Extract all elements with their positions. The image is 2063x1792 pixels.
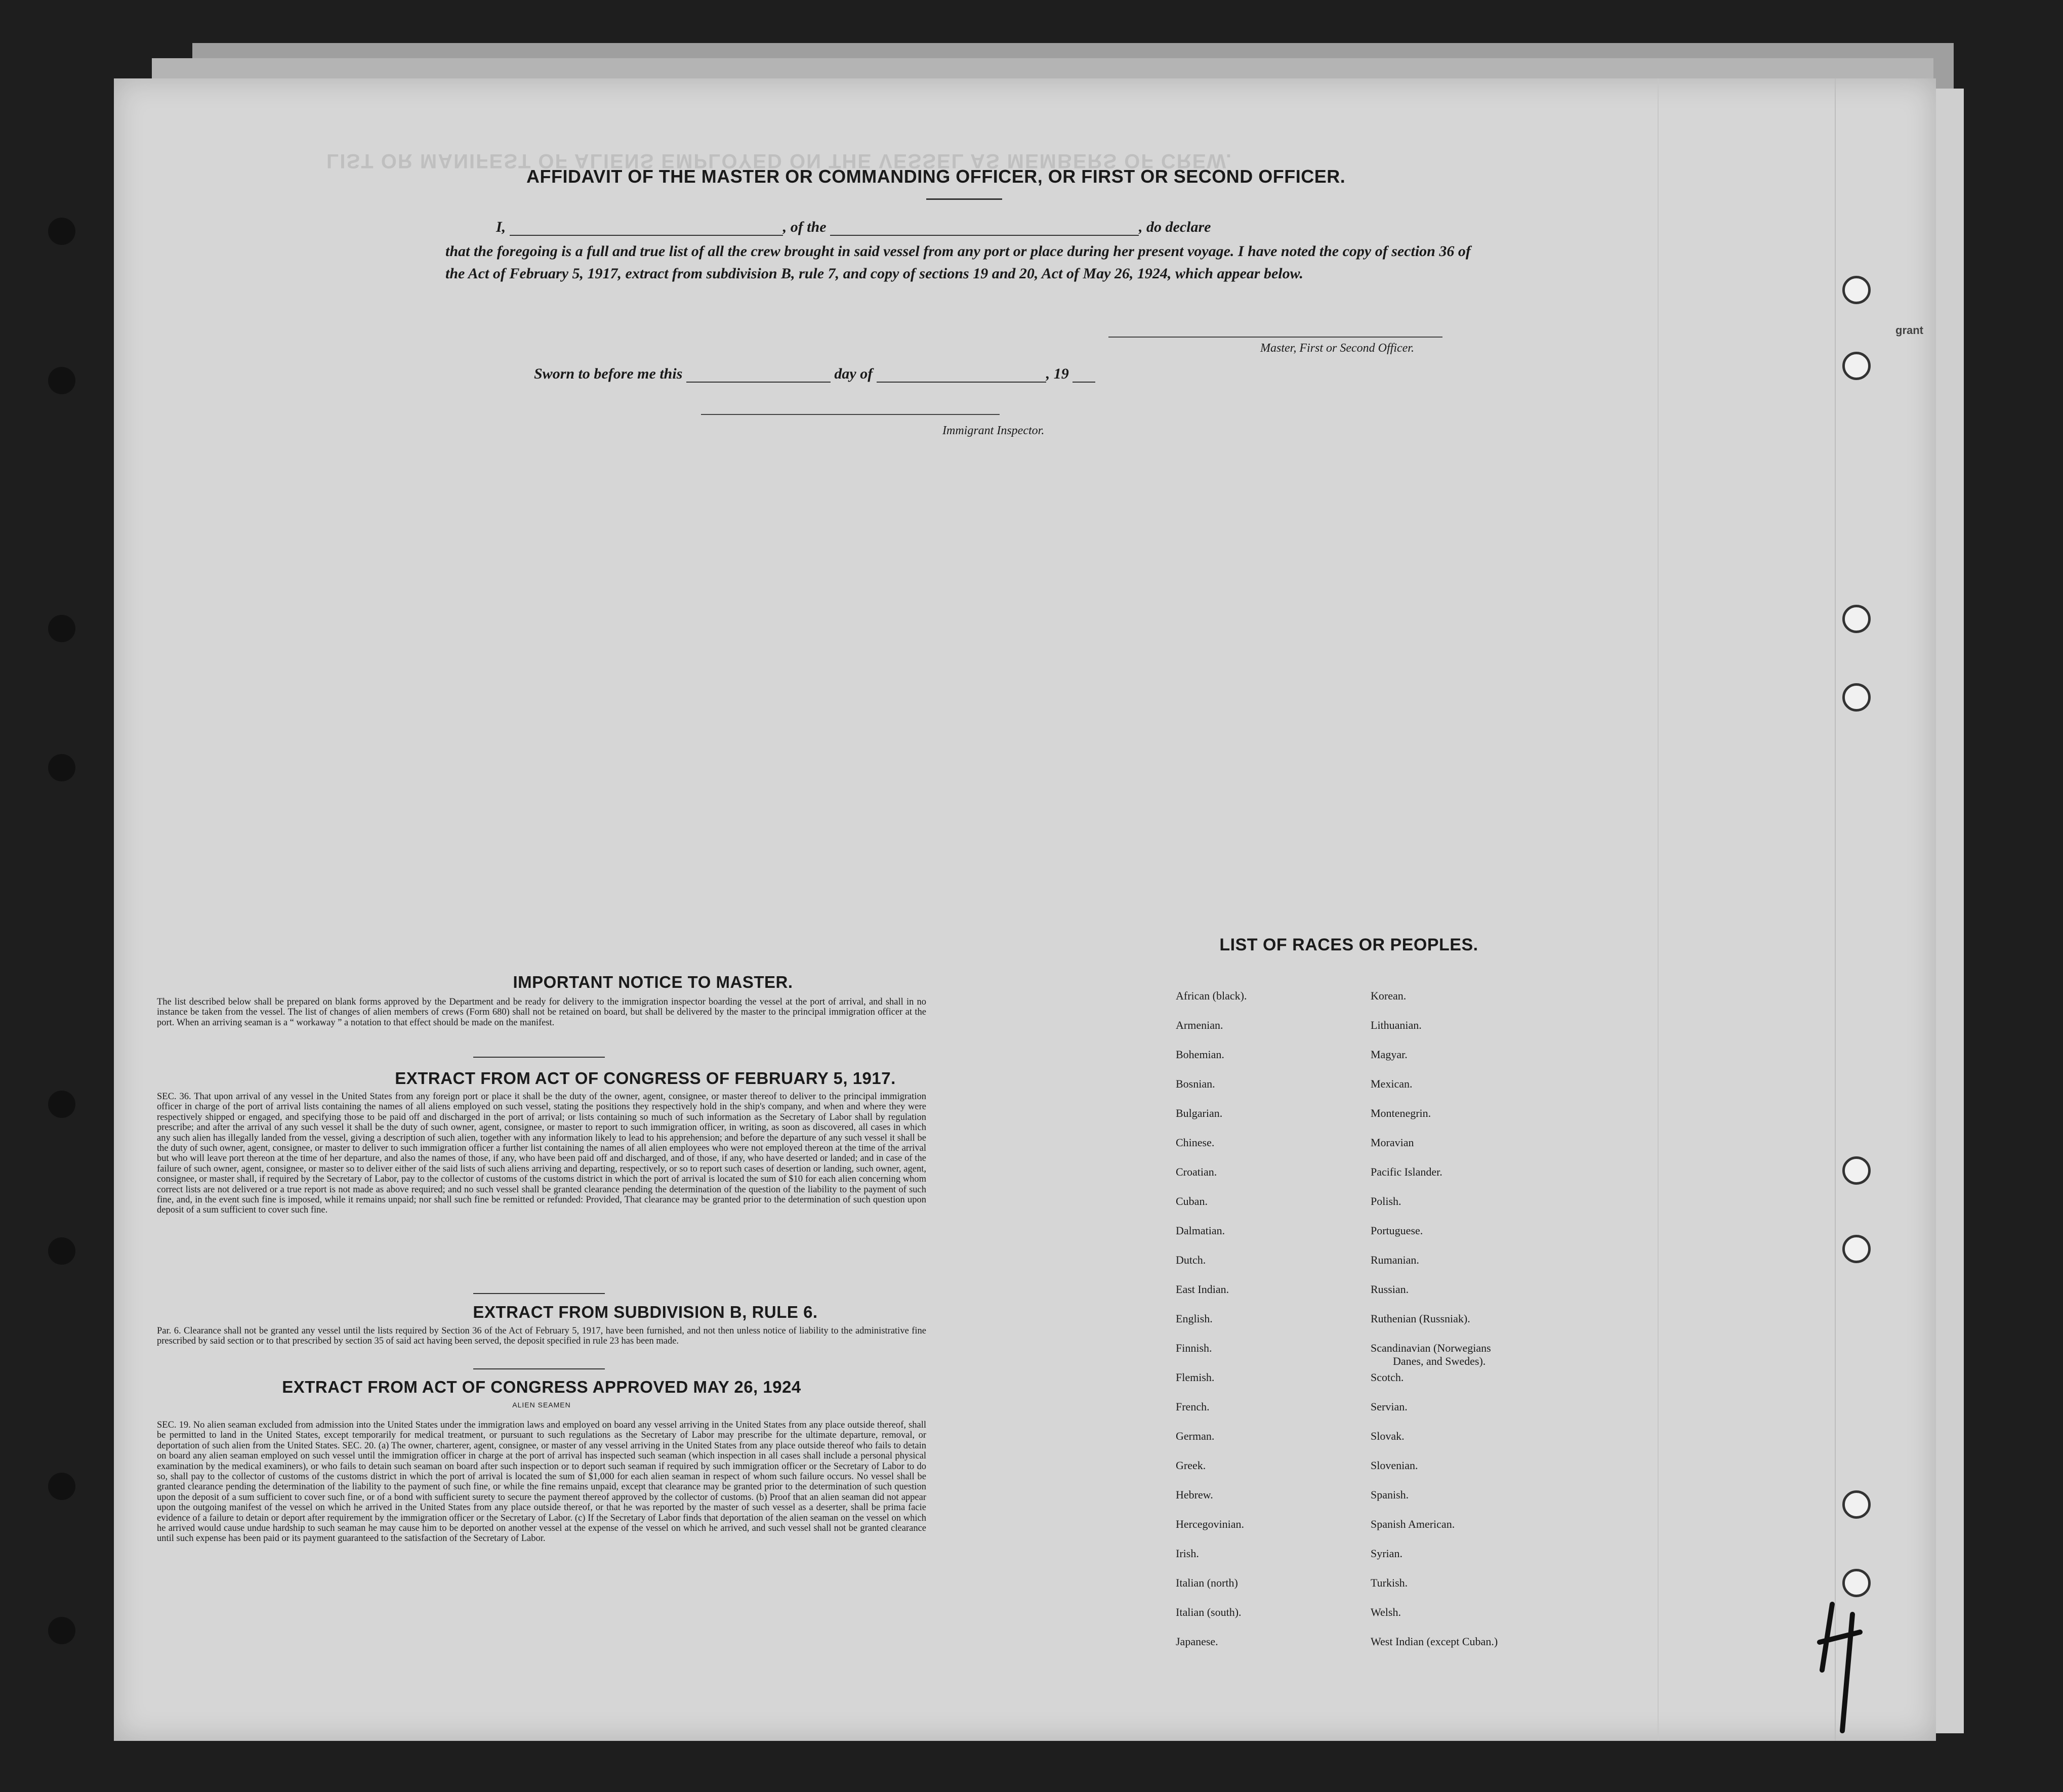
race-item: French. bbox=[1176, 1400, 1210, 1413]
punch-hole bbox=[1842, 1156, 1871, 1185]
race-item: African (black). bbox=[1176, 989, 1247, 1002]
race-item: Dalmatian. bbox=[1176, 1224, 1225, 1237]
race-item: Ruthenian (Russniak). bbox=[1371, 1312, 1470, 1325]
declaration-paragraph: that the foregoing is a full and true list of all the crew brought in said vessel from any port or place during her present voyage. I have noted the copy of section 36 of the Act of February 5, 1917, extract from subdivision B, rule 7, and copy of sections 19 and 20, Act of May 26, 1924, which appear below. bbox=[445, 243, 1471, 282]
binder-hole bbox=[48, 218, 75, 245]
race-item: Bosnian. bbox=[1176, 1077, 1215, 1090]
race-item: Croatian. bbox=[1176, 1165, 1217, 1178]
sworn-line bbox=[534, 365, 1192, 383]
race-item: Moravian bbox=[1371, 1136, 1414, 1149]
race-item: Japanese. bbox=[1176, 1635, 1218, 1648]
race-item: Greek. bbox=[1176, 1459, 1206, 1472]
race-item: Slovenian. bbox=[1371, 1459, 1418, 1472]
declaration-i: I, bbox=[496, 219, 506, 235]
race-item: English. bbox=[1176, 1312, 1213, 1325]
binder-hole bbox=[48, 1617, 75, 1644]
race-item: Turkish. bbox=[1371, 1576, 1408, 1589]
race-item: Italian (north) bbox=[1176, 1576, 1238, 1589]
race-item: Flemish. bbox=[1176, 1371, 1215, 1384]
punch-hole bbox=[1842, 276, 1871, 304]
extract-1924-title: EXTRACT FROM ACT OF CONGRESS APPROVED MAY 26, 1924 bbox=[282, 1378, 801, 1396]
race-item: Mexican. bbox=[1371, 1077, 1413, 1090]
binder-hole bbox=[48, 1091, 75, 1118]
sworn-year-blank[interactable] bbox=[1072, 368, 1095, 383]
race-item: Pacific Islander. bbox=[1371, 1165, 1442, 1178]
race-item: Welsh. bbox=[1371, 1606, 1401, 1618]
races-left-column bbox=[1176, 989, 1343, 1662]
rule-6-title: EXTRACT FROM SUBDIVISION B, RULE 6. bbox=[473, 1303, 818, 1321]
race-item: Italian (south). bbox=[1176, 1606, 1242, 1618]
inspector-signature-line[interactable] bbox=[701, 414, 1000, 415]
master-signature-line[interactable] bbox=[1108, 337, 1442, 338]
title-rule bbox=[926, 198, 1002, 200]
race-item: Chinese. bbox=[1176, 1136, 1215, 1149]
race-item: Russian. bbox=[1371, 1283, 1409, 1296]
race-item: Hercegovinian. bbox=[1176, 1518, 1244, 1530]
notice-title: IMPORTANT NOTICE TO MASTER. bbox=[513, 973, 793, 991]
race-item: Spanish. bbox=[1371, 1488, 1409, 1501]
sworn-label: Sworn to before me this bbox=[534, 365, 683, 382]
race-item: Magyar. bbox=[1371, 1048, 1408, 1061]
races-right-column bbox=[1371, 989, 1583, 1662]
section-divider bbox=[473, 1368, 605, 1369]
race-item: Scotch. bbox=[1371, 1371, 1404, 1384]
race-item: Korean. bbox=[1371, 989, 1407, 1002]
affidavit-title: AFFIDAVIT OF THE MASTER OR COMMANDING OFFICER, OR FIRST OR SECOND OFFICER. bbox=[526, 166, 1346, 187]
binder-hole bbox=[48, 1473, 75, 1500]
extract-1917-text: SEC. 36. That upon arrival of any vessel in the United States from any foreign port or place it shall be the duty of the owner, agent, consignee, or master thereof to deliver to the principal immigration officer in charge of the port of arrival lists containing the names of all aliens employed on such vessel, stating the positions they respectively hold in the ship's company, and when and where they were respectively shipped or engaged, and specifying those to be paid off and discharged in the port of arrival; or lists containing so much of such information as the Secretary of Labor shall by regulation prescribe; and after the arrival of any such vessel it shall be the duty of such owner, agent, consignee, or master to report to such immigration officer, in writing, as soon as discovered, all cases in which any such alien has illegally landed from the vessel, giving a description of such alien, together with any information likely to lead to his apprehension; and before the departure of any such vessel it shall be the duty of such owner, agent, consignee, or master to deliver to such immigration officer a further list containing the names of all alien employees who were not employed thereon at the time of the arrival but who will leave port thereon at the time of her departure, and also the names of those, if any, who have been paid off and discharged, and of those, if any, who have deserted or landed; and in case of the failure of such owner, agent, consignee, or master so to deliver either of the said lists of such aliens arriving and departing, respectively, or so to report such cases of desertion or landing, such owner, agent, consignee, or master shall, if required by the Secretary of Labor, pay to the collector of customs of the customs district in which the port of arrival is located the sum of $10 for each alien concerning whom correct lists are not delivered or a true report is not made as above required; and no such vessel shall be granted clearance pending the determination of the question of the liability to the payment of such fine, and, in the event such fine is imposed, while it remains unpaid; nor shall such fine be remitted or refunded: Provided, That clearance may be granted prior to the determination of such question upon deposit of a sum sufficient to cover such fine. bbox=[157, 1092, 926, 1216]
race-item: Armenian. bbox=[1176, 1019, 1223, 1031]
faint-table-rule bbox=[1658, 78, 1659, 1741]
rule-6-text: Par. 6. Clearance shall not be granted any vessel until the lists required by Section 36 of the Act of February 5, 1917, have been furnished, and not then unless notice of liability to the administrative fine prescribed by said section or to that prescribed by section 35 of said act having been served, the deposit specified in rule 23 has been made. bbox=[157, 1326, 926, 1347]
race-item: Polish. bbox=[1371, 1195, 1401, 1207]
races-title: LIST OF RACES OR PEOPLES. bbox=[1219, 935, 1478, 954]
extract-1924-text: SEC. 19. No alien seaman excluded from admission into the United States under the immigration laws and employed on board any vessel arriving in the United States from any place outside thereof, shall be permitted to land in the United States, except temporarily for medical treatment, or pursuant to such regulations as the Secretary of Labor may prescribe for the ultimate departure, removal, or deportation of such alien from the United States. SEC. 20. (a) The owner, charterer, agent, consignee, or master of any vessel arriving in the United States from any place outside thereof who fails to detain on board any alien seaman employed on such vessel until the immigration officer in charge at the port of arrival has inspected such seaman (which inspection in all cases shall include a personal physical examination by the medical examiners), or who fails to detain such seaman on board after such inspection or to deport such seaman if required by such immigration officer or the Secretary of Labor to do so, shall pay to the collector of customs of the customs district in which the port of arrival is located the sum of $1,000 for each alien seaman in respect of whom such failure occurs. No vessel shall be granted clearance pending the determination of the liability to the payment of such fine, or while the fine remains unpaid, except that clearance may be granted prior to the determination of such question upon the deposit of a sum sufficient to cover such fine, or of a bond with sufficient surety to secure the payment thereof approved by the collector of customs. (b) Proof that an alien seaman did not appear upon the outgoing manifest of the vessel on which he arrived in the United States from any place outside thereof, or that he was reported by the master of such vessel as a deserter, shall be prima facie evidence of a failure to detain or deport after requirement by the immigration officer or the Secretary of Labor. (c) If the Secretary of Labor finds that deportation of the alien seaman on the vessel on which he arrived would cause undue hardship to such seaman he may cause him to be deported on another vessel at the expense of the vessel on which he arrived, and such vessel shall not be granted clearance until such expense has been paid or its payment guaranteed to the satisfaction of the Secretary of Labor. bbox=[157, 1420, 926, 1544]
declaration-line bbox=[496, 219, 1483, 236]
extract-1917-title: EXTRACT FROM ACT OF CONGRESS OF FEBRUARY 5, 1917. bbox=[395, 1069, 896, 1088]
race-item: Syrian. bbox=[1371, 1547, 1402, 1560]
declaration-of-the: , of the bbox=[782, 219, 827, 235]
race-item: Hebrew. bbox=[1176, 1488, 1213, 1501]
race-item: Irish. bbox=[1176, 1547, 1199, 1560]
extract-1924-subtitle: ALIEN SEAMEN bbox=[512, 1401, 571, 1409]
binder-hole bbox=[48, 1237, 75, 1265]
declaration-declare: , do declare bbox=[1139, 219, 1211, 235]
race-item: Spanish American. bbox=[1371, 1518, 1455, 1530]
race-item: Bohemian. bbox=[1176, 1048, 1224, 1061]
race-item: Slovak. bbox=[1371, 1430, 1405, 1442]
punch-hole bbox=[1842, 1235, 1871, 1263]
race-item: Servian. bbox=[1371, 1400, 1408, 1413]
show-through-label: grant bbox=[1895, 324, 1923, 337]
race-item: Montenegrin. bbox=[1371, 1107, 1431, 1119]
race-item: Cuban. bbox=[1176, 1195, 1208, 1207]
race-item: Lithuanian. bbox=[1371, 1019, 1422, 1031]
race-item: East Indian. bbox=[1176, 1283, 1229, 1296]
master-label: Master, First or Second Officer. bbox=[1260, 342, 1414, 355]
race-item: Danes, and Swedes). bbox=[1393, 1355, 1486, 1367]
handwritten-mark bbox=[1812, 1594, 1873, 1736]
race-item: Portuguese. bbox=[1371, 1224, 1423, 1237]
year-label: , 19 bbox=[1046, 365, 1069, 382]
sworn-day-blank[interactable] bbox=[686, 368, 831, 383]
section-divider bbox=[473, 1057, 605, 1058]
punch-hole bbox=[1842, 1569, 1871, 1597]
race-item: Scandinavian (Norwegians bbox=[1371, 1342, 1491, 1354]
binder-hole bbox=[48, 754, 75, 781]
race-item: Bulgarian. bbox=[1176, 1107, 1223, 1119]
show-through-heading: LIST OR MANIFEST OF ALIENS EMPLOYED ON THE VESSEL AS MEMBERS OF CREW. bbox=[326, 150, 1232, 172]
day-of-label: day of bbox=[834, 365, 873, 382]
punch-hole bbox=[1842, 1490, 1871, 1519]
sworn-month-blank[interactable] bbox=[877, 368, 1046, 383]
race-item: Finnish. bbox=[1176, 1342, 1212, 1354]
punch-hole bbox=[1842, 605, 1871, 633]
race-item: Dutch. bbox=[1176, 1254, 1206, 1266]
vessel-blank[interactable] bbox=[830, 222, 1139, 236]
race-item: West Indian (except Cuban.) bbox=[1371, 1635, 1498, 1648]
binder-hole bbox=[48, 367, 75, 394]
inspector-label: Immigrant Inspector. bbox=[942, 424, 1045, 437]
notice-text: The list described below shall be prepared on blank forms approved by the Department and be ready for delivery to the immigration inspector boarding the vessel at the port of arrival, and shall in no instance be taken from the vessel. The list of changes of alien members of crews (Form 680) shall not be retained on board, but shall be delivered by the master to the principal immigration officer at the port. When an arriving seaman is a “ workaway ” a notation to that effect should be made on the manifest. bbox=[157, 997, 926, 1028]
race-item: Rumanian. bbox=[1371, 1254, 1419, 1266]
section-divider bbox=[473, 1293, 605, 1294]
faint-table-rule bbox=[1835, 78, 1836, 1741]
name-blank[interactable] bbox=[510, 222, 783, 236]
punch-hole bbox=[1842, 683, 1871, 712]
punch-hole bbox=[1842, 352, 1871, 380]
race-item: German. bbox=[1176, 1430, 1215, 1442]
binder-hole bbox=[48, 615, 75, 642]
